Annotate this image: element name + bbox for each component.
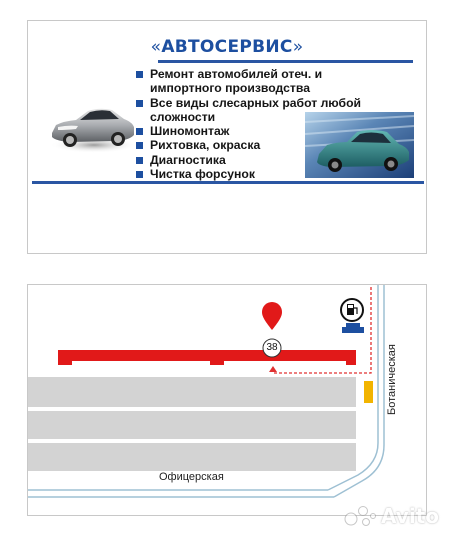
- parking-sign-icon: [342, 323, 364, 333]
- avito-dots-icon: [343, 504, 377, 528]
- title-text: АВТОСЕРВИС: [161, 37, 293, 57]
- map-block: [28, 443, 356, 471]
- service-item: Рихтовка, окраска: [136, 138, 386, 152]
- service-building: [58, 350, 356, 365]
- map-block: [28, 411, 356, 439]
- service-item: Чистка форсунок: [136, 167, 386, 181]
- street-label-oficerskaya: Офицерская: [159, 471, 224, 483]
- title-quote-close: »: [292, 37, 304, 57]
- hatchback-car-image: [305, 112, 414, 178]
- title-quote-open: «: [150, 37, 162, 57]
- service-item: Шиномонтаж: [136, 124, 386, 138]
- avito-watermark-text: Avito: [381, 504, 439, 528]
- entrance-mark: [364, 381, 373, 403]
- location-map: [27, 284, 427, 516]
- service-item: Ремонт автомобилей отеч. и импортного производства: [136, 67, 386, 96]
- service-item: Диагностика: [136, 153, 386, 167]
- map-pin-icon: [262, 302, 282, 330]
- map-drawing: [28, 285, 428, 517]
- street-label-botanicheskaya: Ботаническая: [386, 344, 398, 415]
- sedan-car-image: [48, 95, 136, 155]
- card-bottom-rule: [32, 181, 424, 184]
- card-title: [28, 37, 426, 57]
- avito-watermark: [343, 504, 439, 528]
- building-number: 38: [266, 342, 278, 353]
- route-arrow-icon: [269, 366, 277, 372]
- service-card: [27, 20, 427, 254]
- service-item: Все виды слесарных работ любой сложности: [136, 96, 386, 125]
- map-block: [28, 377, 356, 407]
- title-underline: [158, 60, 413, 63]
